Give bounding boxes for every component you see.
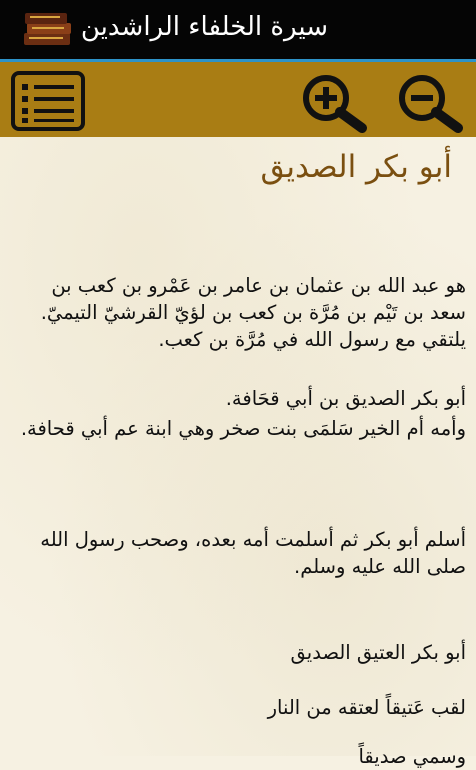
paragraph-islam: أسلم أبو بكر ثم أسلمت أمه بعده، وصحب رسول الله صلى الله عليه وسلم. (40, 528, 466, 578)
article-heading: أبو بكر الصديق (260, 149, 452, 185)
paragraph-name: أبو بكر العتيق الصديق (290, 641, 466, 664)
paragraph-father: أبو بكر الصديق بن أبي قحَافة. (225, 387, 466, 410)
zoom-in-button[interactable] (298, 70, 372, 132)
paragraph-mother: وأمه أم الخير سَلمَى بنت صخر وهي ابنة عم أبي قحافة. (20, 417, 466, 440)
toolbar (0, 62, 476, 137)
zoom-out-icon (394, 70, 468, 132)
title-bar (0, 0, 476, 62)
paragraph-lineage: هو عبد الله بن عثمان بن عامر بن عَمْرو بن كعب بن سعد بن تَيْم بن مُرَّة بن كعب بن لؤيّ القرشيّ التيميّ. يلتقي مع رسول الله في مُرَّة بن كعب. (40, 274, 466, 351)
app-title: سيرة الخلفاء الراشدين (80, 12, 328, 42)
paragraph-title-siddiq: وسمي صديقاً (358, 745, 466, 768)
book-stack-icon[interactable] (22, 9, 74, 49)
menu-button[interactable] (10, 70, 86, 132)
zoom-out-button[interactable] (394, 70, 468, 132)
article-content[interactable] (0, 137, 476, 768)
paragraph-title-ateeq: لقب عَتيقاً لعتقه من النار (267, 696, 466, 719)
zoom-in-icon (298, 70, 372, 132)
list-menu-icon (10, 70, 86, 132)
